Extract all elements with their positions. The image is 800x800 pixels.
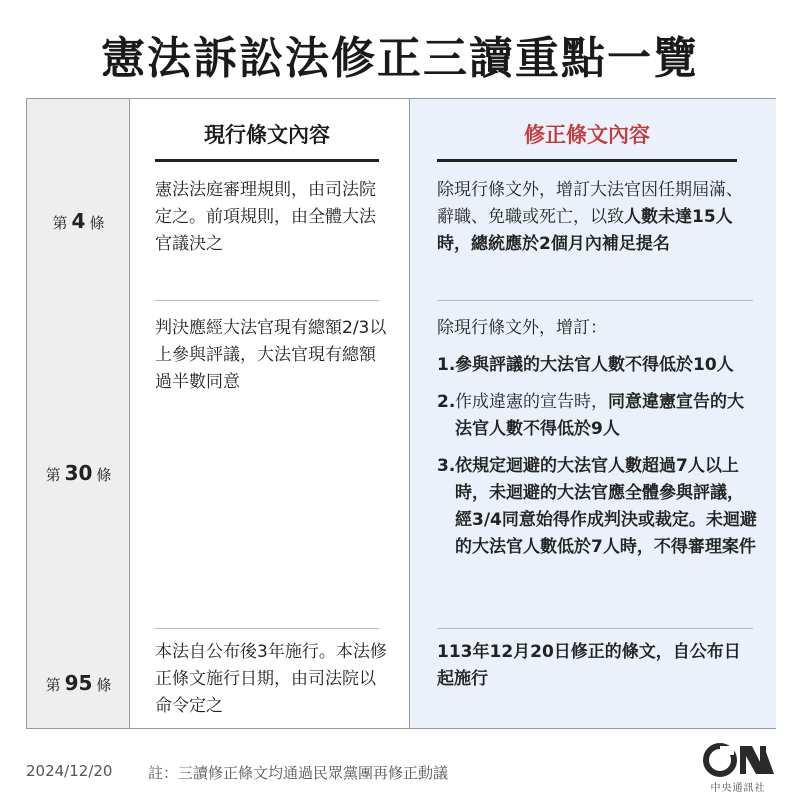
row-divider	[437, 628, 753, 629]
comparison-table	[26, 98, 776, 729]
article-4-revised-text: 除現行條文外，增訂大法官因任期屆滿、辭職、免職或死亡，以致人數未達15人時，總統應於2個月內補足提名	[437, 180, 743, 254]
list-item: 3. 依規定迴避的大法官人數超過7人以上時，未迴避的大法官應全體參與評議，經3/4同意始得作成判決或裁定。未迴避的大法官人數低於7人時，不得審理案件	[437, 456, 757, 557]
logo-text: 中央通訊社	[710, 783, 766, 794]
publish-date: 2024/12/20	[26, 762, 113, 780]
article-label-95: 第 95 條	[45, 671, 112, 695]
article-95-revised-text: 113年12月20日修正的條文，自公布日起施行	[437, 642, 741, 689]
current-header-rule	[155, 159, 379, 162]
revised-header-rule	[437, 159, 737, 162]
article-label-column	[27, 99, 130, 728]
list-item: 1. 參與評議的大法官人數不得低於10人	[437, 355, 734, 375]
row-divider	[155, 628, 379, 629]
article-30-current-text: 判決應經大法官現有總額2/3以上參與評議，大法官現有總額過半數同意	[155, 318, 387, 392]
footnote: 註：三讀修正條文均通過民眾黨團再修正動議	[148, 764, 449, 782]
current-column-header: 現行條文內容	[204, 123, 330, 147]
article-30-revised-intro: 除現行條文外，增訂：	[437, 318, 607, 338]
list-item: 2. 作成違憲的宣告時，同意違憲宣告的大法官人數不得低於9人	[437, 392, 744, 439]
article-30-revised-text	[437, 315, 757, 561]
row-divider	[155, 300, 379, 301]
article-4-current-text: 憲法法庭審理規則，由司法院定之。前項規則，由全體大法官議決之	[155, 180, 376, 254]
revised-column-header: 修正條文內容	[524, 123, 650, 147]
article-95-current-text: 本法自公布後3年施行。本法修正條文施行日期，由司法院以命令定之	[155, 642, 387, 716]
row-divider	[437, 300, 753, 301]
article-label-30: 第 30 條	[45, 461, 112, 485]
article-label-4: 第 4 條	[52, 209, 105, 233]
page-title: 憲法訴訟法修正三讀重點一覽	[101, 33, 699, 84]
